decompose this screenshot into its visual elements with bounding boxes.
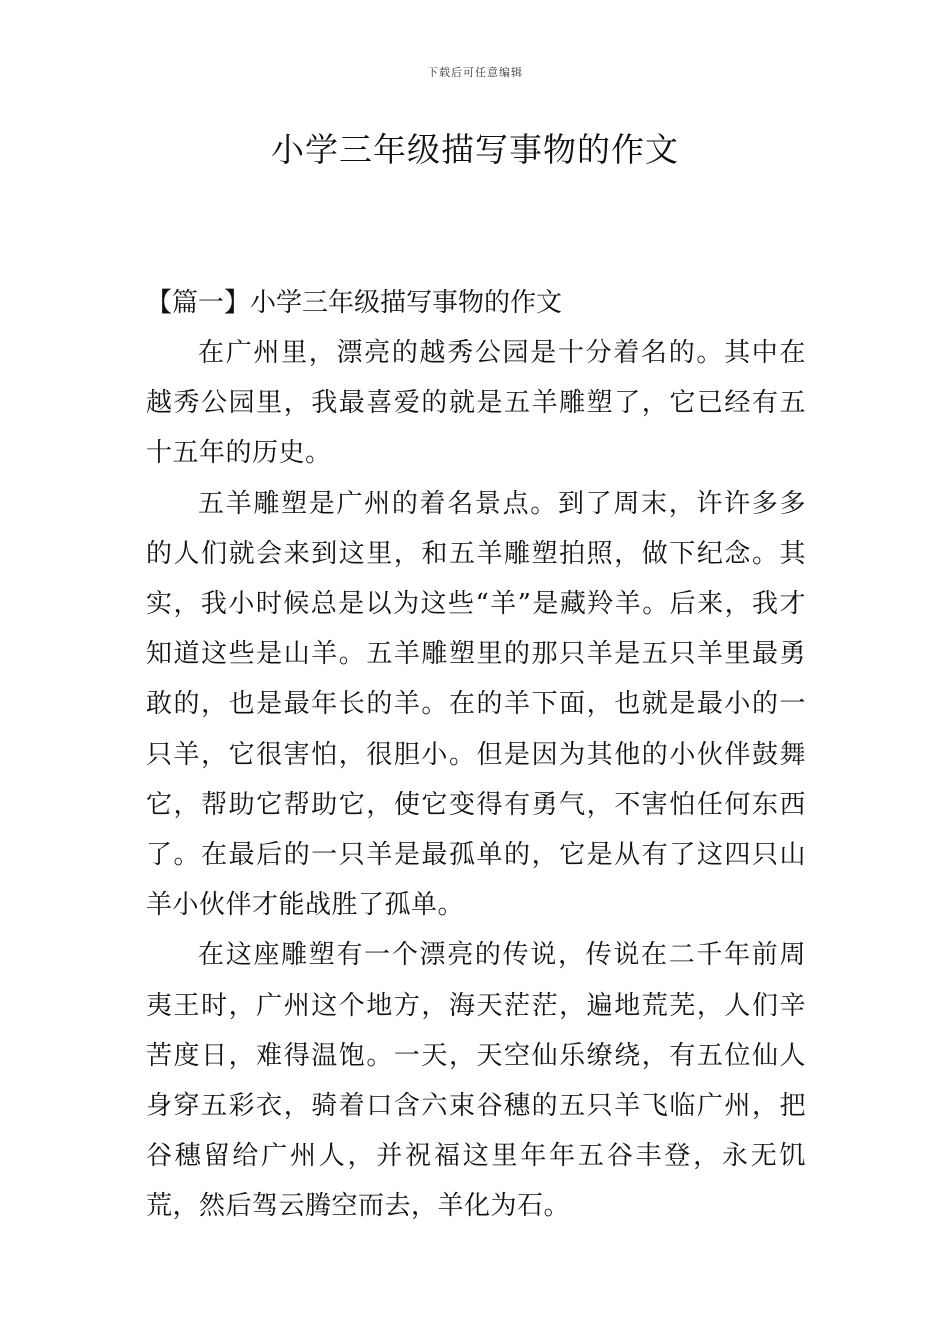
paragraph-2: 五羊雕塑是广州的着名景点。到了周末，许许多多的人们就会来到这里，和五羊雕塑拍照，做下纪念。其实，我小时候总是以为这些“羊”是藏羚羊。后来，我才知道这些是山羊。五羊雕塑里的那只羊是五只羊里最勇敢的，也是最年长的羊。在的羊下面，也就是最小的一只羊，它很害怕，很胆小。但是因为其他的小伙伴鼓舞它，帮助它帮助它，使它变得有勇气，不害怕任何东西了。在最后的一只羊是最孤单的，它是从有了这四只山羊小伙伴才能战胜了孤单。 <box>146 488 806 921</box>
header-note: 下载后可任意编辑 <box>427 66 523 79</box>
paragraph-1: 在广州里，漂亮的越秀公园是十分着名的。其中在越秀公园里，我最喜爱的就是五羊雕塑了，它已经有五十五年的历史。 <box>146 338 806 469</box>
section-heading: 【篇一】小学三年级描写事物的作文 <box>146 288 563 318</box>
document-body <box>146 278 806 1232</box>
paragraph-3: 在这座雕塑有一个漂亮的传说，传说在二千年前周夷王时，广州这个地方，海天茫茫，遍地荒芜，人们辛苦度日，难得温饱。一天，天空仙乐缭绕，有五位仙人身穿五彩衣，骑着口含六束谷穗的五只羊飞临广州，把谷穗留给广州人，并祝福这里年年五谷丰登，永无饥荒，然后驾云腾空而去，羊化为石。 <box>146 940 806 1222</box>
document-title: 小学三年级描写事物的作文 <box>271 130 679 169</box>
